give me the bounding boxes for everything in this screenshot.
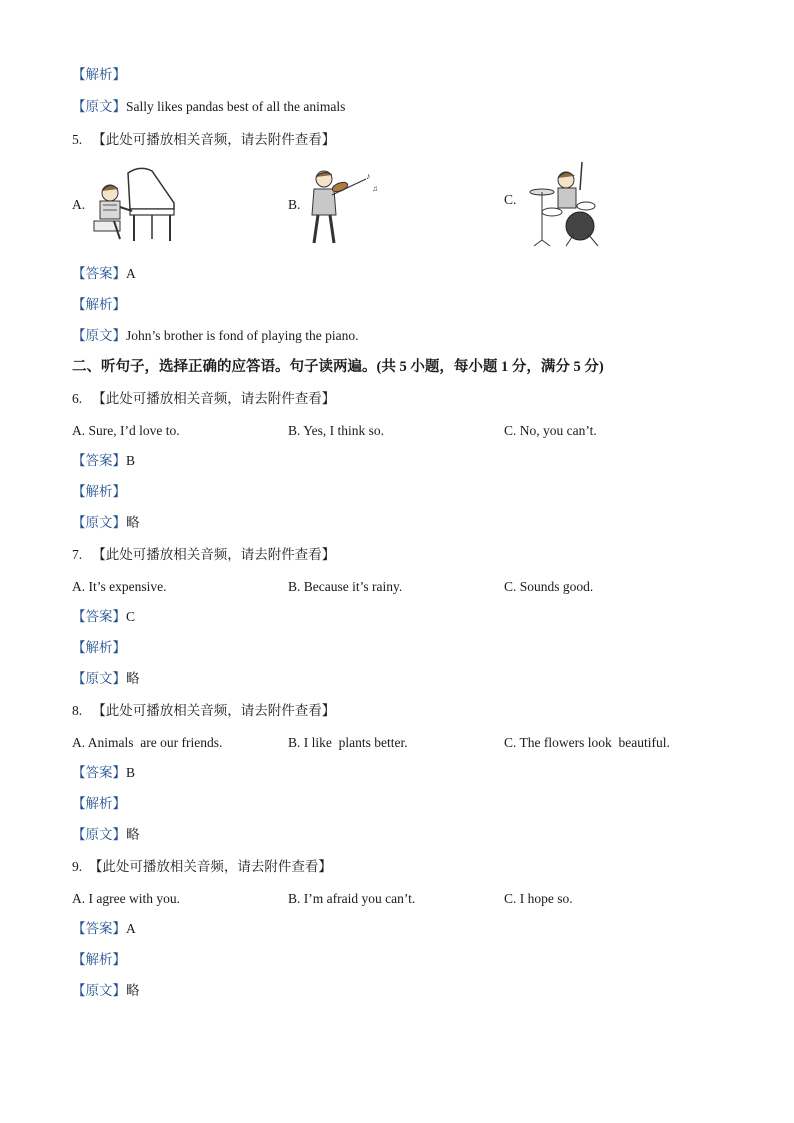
- q6-option-c[interactable]: C. No, you can’t.: [504, 423, 597, 438]
- q7-option-b[interactable]: B. Because it’s rainy.: [288, 579, 403, 594]
- q9-option-c[interactable]: C. I hope so.: [504, 891, 573, 906]
- q8-option-c[interactable]: C. The flowers look beautiful.: [504, 735, 670, 750]
- q9-answer: 【答案】A: [72, 921, 136, 936]
- q4-transcript: 【原文】Sally likes pandas best of all the animals: [72, 99, 346, 114]
- q8-option-b[interactable]: B. I like plants better.: [288, 735, 408, 750]
- q5-option-a[interactable]: A.: [72, 165, 182, 250]
- q8-header: 8. 【此处可播放相关音频，请去附件查看】: [72, 703, 336, 718]
- q6-analysis: 【解析】: [72, 484, 126, 499]
- q6-transcript: 【原文】略: [72, 515, 140, 530]
- piano-boy-image: [90, 165, 178, 245]
- q9-transcript: 【原文】略: [72, 983, 140, 998]
- audio-placeholder[interactable]: 【此处可播放相关音频，请去附件查看】: [92, 391, 336, 406]
- q7-answer: 【答案】C: [72, 609, 136, 624]
- q4-analysis: 【解析】: [72, 67, 126, 82]
- q9-option-a[interactable]: A. I agree with you.: [72, 891, 180, 906]
- audio-placeholder[interactable]: 【此处可播放相关音频，请去附件查看】: [92, 547, 336, 562]
- q8-answer: 【答案】B: [72, 765, 136, 780]
- q8-transcript: 【原文】略: [72, 827, 140, 842]
- q5-option-c[interactable]: C.: [504, 160, 614, 252]
- audio-placeholder[interactable]: 【此处可播放相关音频，请去附件查看】: [92, 132, 336, 147]
- q5-transcript: 【原文】John’s brother is fond of playing the piano.: [72, 328, 359, 343]
- q6-option-b[interactable]: B. Yes, I think so.: [288, 423, 385, 438]
- section-2-title: 二、听句子，选择正确的应答语。句子读两遍。(共 5 小题，每小题 1 分，满分 5 分): [72, 359, 604, 375]
- q6-answer: 【答案】B: [72, 453, 136, 468]
- violin-boy-image: [304, 167, 384, 247]
- svg-text:♫: ♫: [372, 184, 378, 193]
- q5-analysis: 【解析】: [72, 297, 126, 312]
- drums-boy-image: [522, 160, 612, 250]
- q8-option-a[interactable]: A. Animals are our friends.: [72, 735, 223, 750]
- q9-option-b[interactable]: B. I’m afraid you can’t.: [288, 891, 416, 906]
- q9-analysis: 【解析】: [72, 952, 126, 967]
- q7-option-c[interactable]: C. Sounds good.: [504, 579, 594, 594]
- q6-header: 6. 【此处可播放相关音频，请去附件查看】: [72, 391, 336, 406]
- q7-analysis: 【解析】: [72, 640, 126, 655]
- q9-header: 9. 【此处可播放相关音频，请去附件查看】: [72, 859, 332, 874]
- q6-option-a[interactable]: A. Sure, I’d love to.: [72, 423, 180, 438]
- q7-option-a[interactable]: A. It’s expensive.: [72, 579, 167, 594]
- audio-placeholder[interactable]: 【此处可播放相关音频，请去附件查看】: [88, 859, 332, 874]
- audio-placeholder[interactable]: 【此处可播放相关音频，请去附件查看】: [92, 703, 336, 718]
- q7-header: 7. 【此处可播放相关音频，请去附件查看】: [72, 547, 336, 562]
- q5-option-b[interactable]: B. ♪ ♫: [288, 165, 398, 250]
- q8-analysis: 【解析】: [72, 796, 126, 811]
- q5-header: 5. 【此处可播放相关音频，请去附件查看】: [72, 132, 336, 147]
- q5-answer: 【答案】A: [72, 266, 136, 281]
- q7-transcript: 【原文】略: [72, 671, 140, 686]
- svg-text:♪: ♪: [366, 171, 371, 181]
